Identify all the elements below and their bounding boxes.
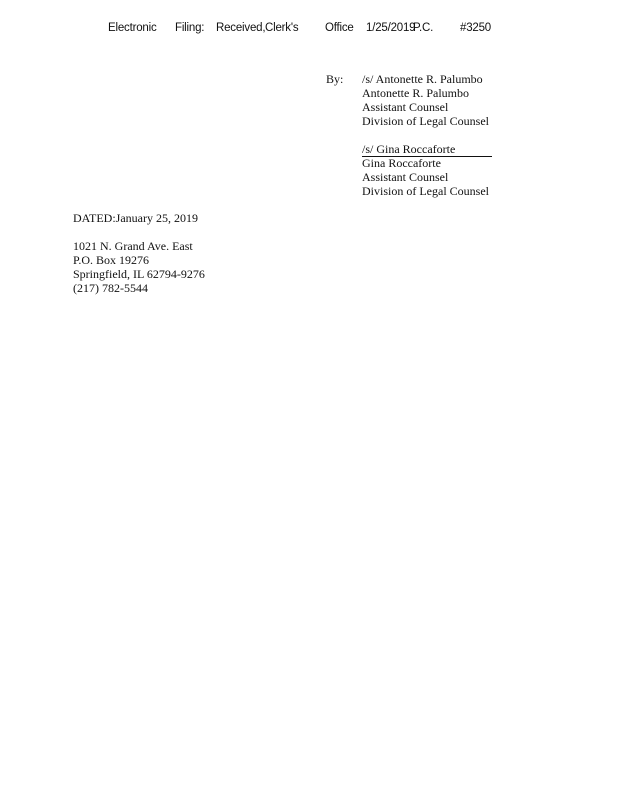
address-block: [73, 239, 205, 295]
address-city: Springfield, IL 62794-9276: [73, 267, 205, 281]
header-number: #3250: [460, 22, 491, 34]
header-clerks: Clerk's: [265, 22, 299, 34]
clerk-filing-stamp: [0, 21, 618, 37]
signer-title: Assistant Counsel: [362, 170, 449, 184]
dated-label: DATED:: [73, 211, 116, 225]
by-label: By:: [326, 72, 344, 86]
signature-block-roccaforte: [362, 142, 492, 198]
address-street: 1021 N. Grand Ave. East: [73, 239, 193, 253]
header-date: 1/25/2019: [366, 22, 416, 34]
header-filing: Filing:: [175, 22, 205, 34]
header-office: Office: [325, 22, 354, 34]
dated-line: [73, 211, 198, 225]
signature-line: /s/ Antonette R. Palumbo: [362, 72, 483, 86]
dated-date: January 25, 2019: [115, 211, 198, 225]
signature-block-palumbo: [362, 72, 489, 128]
signer-name: Gina Roccaforte: [362, 156, 441, 170]
header-pc: P.C.: [413, 22, 434, 34]
address-pobox: P.O. Box 19276: [73, 253, 150, 267]
header-received: Received,: [216, 22, 266, 34]
signer-title: Assistant Counsel: [362, 100, 449, 114]
signer-division: Division of Legal Counsel: [362, 184, 489, 198]
address-phone: (217) 782-5544: [73, 281, 148, 295]
header-electronic: Electronic: [108, 22, 157, 34]
signer-name: Antonette R. Palumbo: [362, 86, 469, 100]
signature-line: /s/ Gina Roccaforte: [362, 143, 492, 157]
signer-division: Division of Legal Counsel: [362, 114, 489, 128]
